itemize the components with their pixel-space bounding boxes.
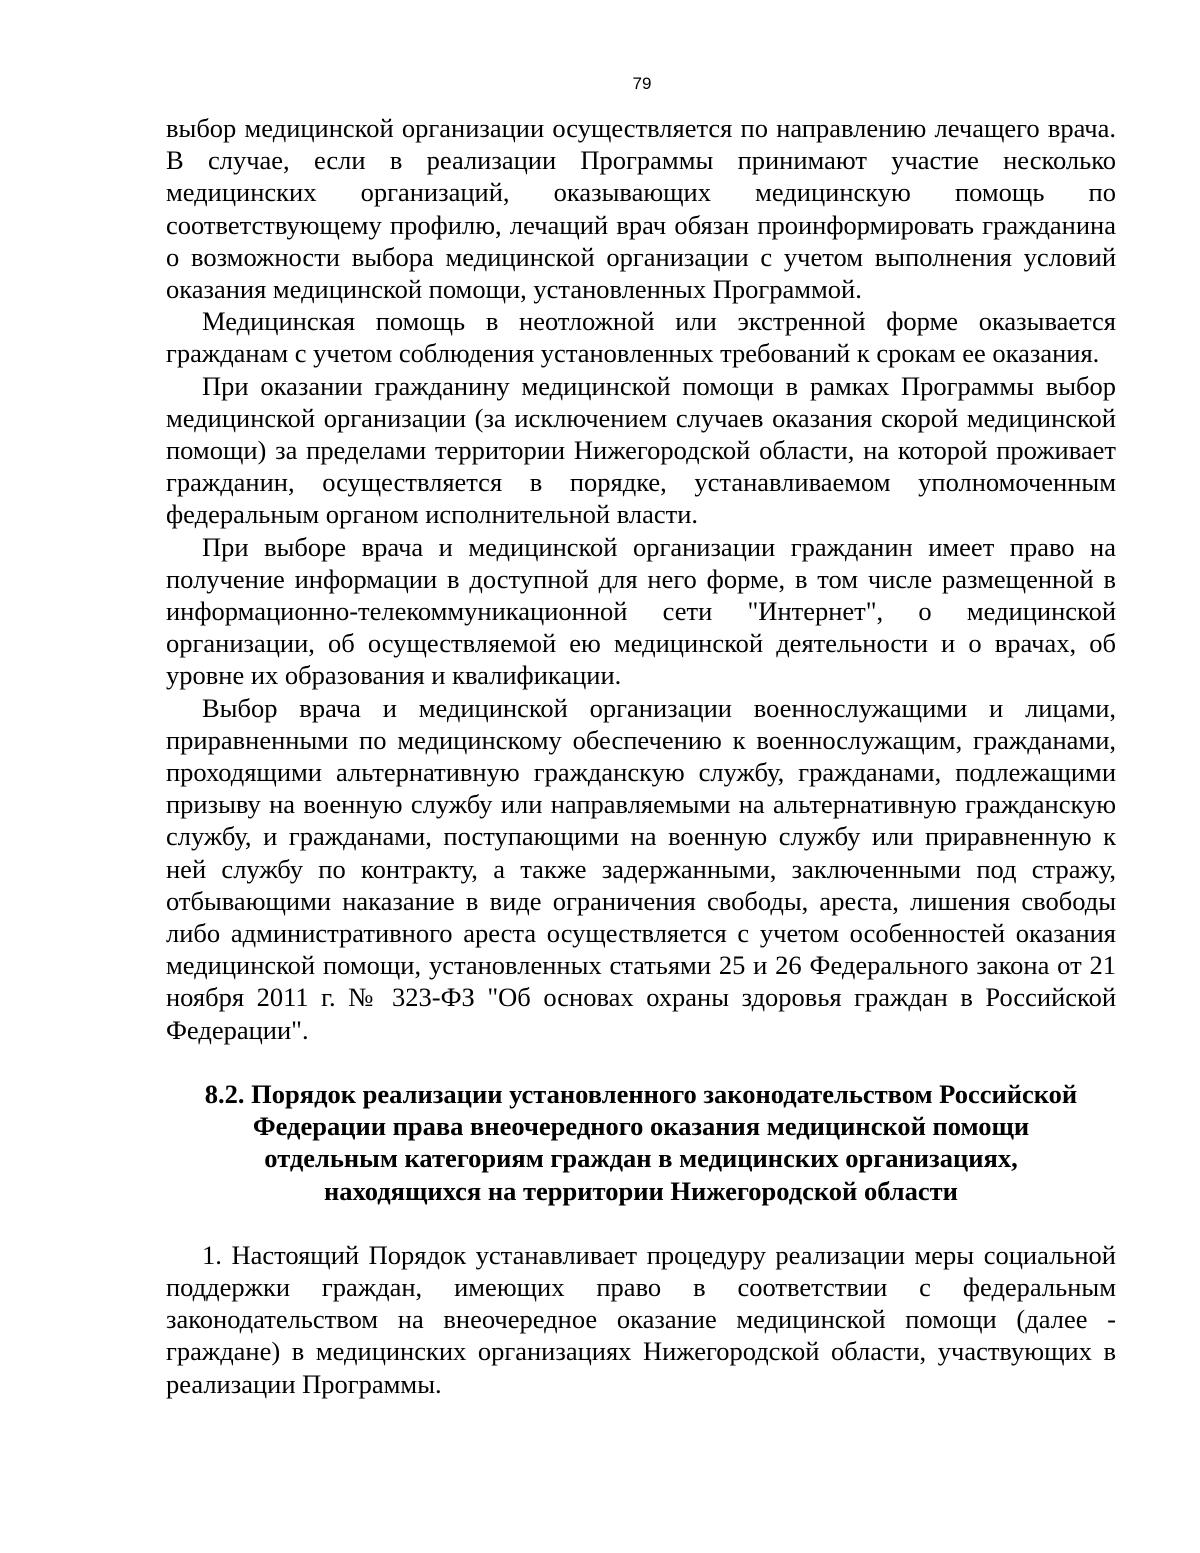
document-body [166,112,1116,1400]
paragraph-information-right: При выборе врача и медицинской организации гражданин имеет право на получение информации в доступной для него форме, в том числе размещенной в информационно-телекоммуникационной сети "Интернет", о медицинской организации, об осуществляемой ею медицинской деятельности и о врачах, об уровне их образования и квалификации. [166,531,1116,691]
section-heading-line: Федерации права внеочередного оказания медицинской помощи [252,1111,1030,1142]
section-heading-line: находящихся на территории Нижегородской области [324,1175,958,1206]
paragraph-item-1: 1. Настоящий Порядок устанавливает процедуру реализации меры социальной поддержки граждан, имеющих право в соответствии с федеральным законодательством на внеочередное оказание медицинской помощи (далее - граждане) в медицинских организациях Нижегородской области, участвующих в реализации Программы. [166,1239,1116,1399]
page-number: 79 [632,74,652,93]
paragraph-military-choice: Выбор врача и медицинской организации военнослужащими и лицами, приравненными по медицинскому обеспечению к военнослужащим, гражданами, проходящими альтернативную гражданскую службу, гражданами, подлежащими призыву на военную службу или направляемыми на альтернативную гражданскую службу, и гражданами, поступающими на военную службу или приравненную к ней службу по контракту, а также задержанными, заключенными под стражу, отбывающими наказание в виде ограничения свободы, ареста, лишения свободы либо административного ареста осуществляется с учетом особенностей оказания медицинской помощи, установленных статьями 25 и 26 Федерального закона от 21 ноября 2011 г. № 323-ФЗ "Об основах охраны здоровья граждан в Российской Федерации". [166,692,1116,1045]
paragraph-outside-region: При оказании гражданину медицинской помощи в рамках Программы выбор медицинской организации (за исключением случаев оказания скорой медицинской помощи) за пределами территории Нижегородской области, на которой проживает гражданин, осуществляется в порядке, устанавливаемом уполномоченным федеральным органом исполнительной власти. [166,370,1116,530]
paragraph-continuation: выбор медицинской организации осуществляется по направлению лечащего врача. В случае, если в реализации Программы принимают участие несколько медицинских организаций, оказывающих медицинскую помощь по соответствующему профилю, лечащий врач обязан проинформировать гражданина о возможности выбора медицинской организации с учетом выполнения условий оказания медицинской помощи, установленных Программой. [166,113,1116,305]
section-heading-line: 8.2. Порядок реализации установленного законодательством Российской [204,1078,1078,1109]
section-heading [166,1078,1116,1207]
section-heading-line: отдельным категориям граждан в медицинских организациях, [264,1143,1018,1174]
paragraph-emergency-care: Медицинская помощь в неотложной или экстренной форме оказывается гражданам с учетом соблюдения установленных требований к срокам ее оказания. [166,306,1116,369]
